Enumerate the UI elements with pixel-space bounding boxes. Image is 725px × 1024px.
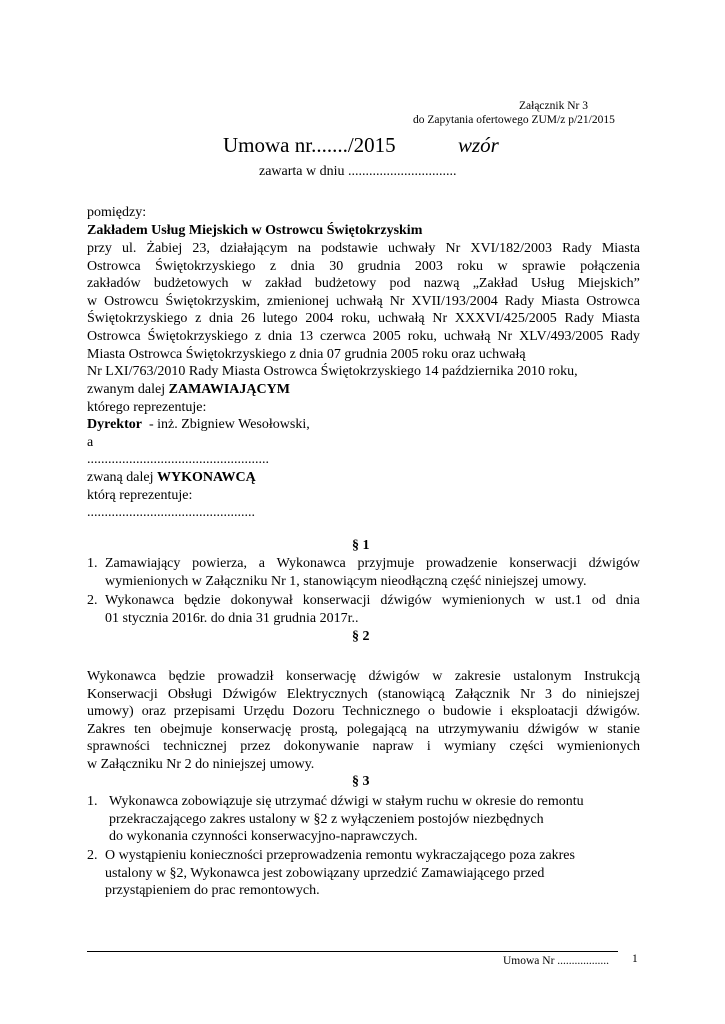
section-2-heading: § 2 bbox=[352, 629, 370, 644]
item-number: 2. bbox=[87, 593, 98, 608]
item-number: 1. bbox=[87, 556, 98, 571]
item-text: Wykonawca będzie dokonywał konserwacji dźwigów wymienionych w ust.1 od dnia 01 stycznia 2016r. do dnia 31 grudnia 2017r.. bbox=[105, 593, 640, 626]
director-line bbox=[87, 416, 310, 434]
contract-title: Umowa nr......./2015 bbox=[223, 133, 396, 157]
template-label: wzór bbox=[458, 133, 499, 157]
item-text: Zamawiający powierza, a Wykonawca przyjmuje prowadzenie konserwacji dźwigów wymienionych w Załączniku Nr 1, stanowiącym nieodłączną część niniejszej umowy. bbox=[105, 556, 640, 589]
party-line: zakładów budżetowych w zakład budżetowy pod nazwą „Zakład Usług Miejskich” bbox=[87, 276, 640, 292]
director-name: - inż. Zbigniew Wesołowski, bbox=[148, 417, 310, 432]
director-role: Dyrektor bbox=[87, 417, 142, 432]
represented-by2-label: którą reprezentuje: bbox=[87, 488, 193, 503]
ordering-party-designation bbox=[87, 381, 290, 399]
party-line: Nr LXI/763/2010 Rady Miasta Ostrowca Świętokrzyskiego 14 października 2010 roku, bbox=[87, 364, 578, 380]
item-text: Wykonawca zobowiązuje się utrzymać dźwigi w stałym ruchu w okresie do remontu przekraczającego zakres ustalony w §2 z wyłączeniem postojów niezbędnych do wykonania czynności konserwacyjno-naprawczych. bbox=[109, 794, 584, 845]
party-line: w Ostrowcu Świętokrzyskim, zmienionej uchwałą Nr XVII/193/2004 Rady Miasta Ostrowca bbox=[87, 293, 640, 309]
party-line: Ostrowca Świętokrzyskiego z dnia 13 czerwca 2005 roku, uchwałą Nr XLV/493/2005 Rady bbox=[87, 328, 640, 344]
party-line: Ostrowca Świętokrzyskiego z dnia 30 grudnia 2003 roku w sprawie połączenia bbox=[87, 258, 640, 274]
contractor-designation bbox=[87, 469, 256, 487]
annex-label: Załącznik Nr 3 bbox=[519, 100, 588, 112]
party-line: Miasta Ostrowca Świętokrzyskiego z dnia 07 grudnia 2005 roku oraz uchwałą bbox=[87, 346, 526, 362]
represented-by-label: którego reprezentuje: bbox=[87, 400, 207, 415]
annex-reference: do Zapytania ofertowego ZUM/z p/21/2015 bbox=[413, 114, 615, 126]
section-3-item-2 bbox=[87, 847, 640, 901]
footer-rule bbox=[87, 951, 618, 952]
party-line: przy ul. Żabiej 23, działającym na podstawie uchwały Nr XVI/182/2003 Rady Miasta bbox=[87, 241, 640, 256]
called2-prefix: zwaną dalej bbox=[87, 470, 157, 485]
between-label: pomiędzy: bbox=[87, 205, 147, 220]
and-label: a bbox=[87, 435, 94, 450]
party-description bbox=[87, 240, 640, 381]
section-1-item-2 bbox=[87, 592, 640, 628]
section-3-heading: § 3 bbox=[352, 774, 370, 789]
ordering-party-role: ZAMAWIAJĄCYM bbox=[168, 382, 290, 397]
concluded-date-line: zawarta w dniu ............................... bbox=[259, 164, 457, 179]
contractor-role: WYKONAWCĄ bbox=[156, 470, 256, 485]
company-name: Zakładem Usług Miejskich w Ostrowcu Świętokrzyskim bbox=[87, 223, 423, 238]
section-2-paragraph: Wykonawca będzie prowadził konserwację dźwigów w zakresie ustalonym Instrukcją Konserwacji Obsługi Dźwigów Elektrycznych (stanowiącą Załącznik Nr 3 do niniejszej umowy) oraz przepisami Urzędu Dozoru Technicznego o budowie i eksploatacji dźwigów. Zakres ten obejmuje konserwację prostą, polegającą na utrzymywaniu dźwigów w stanie sprawności technicznej przez dokonywanie napraw i wymiany części wymienionych w Załączniku Nr 2 do niniejszej umowy. bbox=[87, 669, 640, 772]
footer-contract-number: Umowa Nr .................. bbox=[503, 955, 610, 967]
called-prefix: zwanym dalej bbox=[87, 382, 169, 397]
party-line: Świętokrzyskiego z dnia 26 lutego 2004 roku, uchwałą Nr XXXVI/425/2005 Rady Miasta bbox=[87, 311, 640, 327]
item-number: 2. bbox=[87, 848, 98, 863]
page-number: 1 bbox=[632, 953, 638, 965]
item-text: O wystąpieniu konieczności przeprowadzenia remontu wykraczającego poza zakres ustalony w §2, Wykonawca jest zobowiązany uprzedzić Zamawiającego przed przystąpieniem do prac remontowych. bbox=[105, 848, 575, 899]
section-1-item-1 bbox=[87, 555, 640, 591]
section-3-item-1 bbox=[87, 793, 640, 847]
section-1-heading: § 1 bbox=[352, 538, 370, 553]
item-number: 1. bbox=[87, 794, 98, 809]
contractor-rep-placeholder: ................................................ bbox=[87, 505, 255, 520]
contractor-name-placeholder: .................................................... bbox=[87, 452, 269, 467]
